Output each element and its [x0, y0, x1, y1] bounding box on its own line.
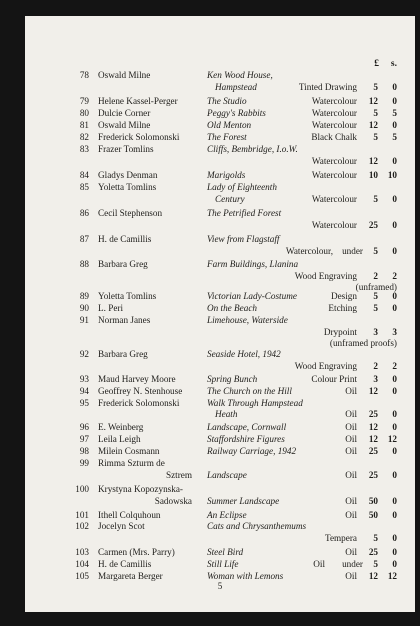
pounds-header: £ — [374, 59, 379, 69]
work-title: Railway Carriage, 1942 — [207, 446, 297, 456]
price-pounds: 5 — [373, 533, 378, 543]
artist-name: Carmen (Mrs. Parry) — [98, 547, 175, 557]
artist-name: Jocelyn Scot — [98, 521, 145, 531]
entry-number: 82 — [79, 132, 89, 142]
artist-name: Barbara Greg — [98, 349, 148, 359]
medium: Tinted Drawing — [298, 82, 357, 92]
medium: Tempera — [324, 533, 357, 543]
price-shillings: 0 — [392, 547, 397, 557]
artist-name: Frederick Solomonski — [98, 132, 180, 142]
medium: Colour Print — [311, 374, 357, 384]
work-title: Landscape — [207, 470, 247, 480]
work-title: Summer Landscape — [207, 496, 280, 506]
artist-name: Oswald Milne — [98, 70, 151, 80]
medium: Oil — [345, 446, 357, 456]
work-title: Staffordshire Figures — [207, 434, 285, 444]
artist-name: Maud Harvey Moore — [98, 374, 176, 384]
entry-number: 98 — [79, 446, 89, 456]
entry-number: 99 — [79, 458, 89, 468]
work-title-continued: Hampstead — [215, 82, 257, 92]
entry-number: 105 — [75, 571, 89, 581]
work-title: Old Menton — [207, 120, 252, 130]
work-title: On the Beach — [207, 303, 258, 313]
medium: Oil — [345, 422, 357, 432]
medium: Oil — [345, 470, 357, 480]
price-pounds: 5 — [373, 132, 378, 142]
work-title: Cliffs, Bembridge, I.o.W. — [207, 144, 298, 154]
price-note: under — [342, 246, 363, 256]
entry-number: 89 — [79, 291, 89, 301]
artist-name: Frazer Tomlins — [98, 144, 154, 154]
price-shillings: 10 — [387, 170, 397, 180]
price-shillings: 0 — [392, 220, 397, 230]
price-pounds: 2 — [373, 361, 378, 371]
entry-number: 103 — [75, 547, 89, 557]
price-shillings: 0 — [392, 96, 397, 106]
medium: Etching — [328, 303, 357, 313]
entry-number: 94 — [79, 386, 89, 396]
artist-name: Yoletta Tomlins — [98, 182, 157, 192]
artist-name-continued: Sadowska — [154, 496, 192, 506]
work-title: The Petrified Forest — [207, 208, 282, 218]
entry-number: 88 — [79, 259, 89, 269]
price-pounds: 12 — [368, 120, 378, 130]
artist-name: H. de Camillis — [98, 559, 152, 569]
entry-number: 78 — [79, 70, 89, 80]
work-title: An Eclipse — [207, 510, 247, 520]
entry-number: 95 — [79, 398, 89, 408]
entry-number: 92 — [79, 349, 89, 359]
medium: Oil — [313, 559, 325, 569]
price-pounds: 3 — [373, 327, 378, 337]
shillings-header: s. — [390, 59, 397, 69]
artist-name: Barbara Greg — [98, 259, 148, 269]
work-title: Marigolds — [207, 170, 246, 180]
medium: Black Chalk — [311, 132, 357, 142]
artist-name: Ithell Colquhoun — [98, 510, 161, 520]
work-title: The Studio — [207, 96, 247, 106]
artist-name: Frederick Solomonski — [98, 398, 180, 408]
price-pounds: 5 — [373, 303, 378, 313]
price-pounds: 25 — [368, 547, 378, 557]
work-title: Still Life — [207, 559, 239, 569]
price-shillings: 2 — [392, 361, 397, 371]
artist-name: Margareta Berger — [98, 571, 163, 581]
entry-number: 97 — [79, 434, 89, 444]
price-shillings: 12 — [387, 571, 397, 581]
entry-number: 81 — [79, 120, 89, 130]
medium: Wood Engraving — [294, 271, 357, 281]
price-pounds: 25 — [368, 470, 378, 480]
entry-number: 91 — [79, 315, 89, 325]
medium: Wood Engraving — [294, 361, 357, 371]
artist-name: Yoletta Tomlins — [98, 291, 157, 301]
work-title: Seaside Hotel, 1942 — [207, 349, 281, 359]
artist-name: Norman Janes — [98, 315, 151, 325]
entry-number: 83 — [79, 144, 89, 154]
price-pounds: 12 — [368, 156, 378, 166]
medium: Watercolour — [311, 120, 357, 130]
price-shillings: 0 — [392, 194, 397, 204]
price-pounds: 50 — [368, 510, 378, 520]
entry-number: 85 — [79, 182, 89, 192]
price-pounds: 2 — [373, 271, 378, 281]
work-title: View from Flagstaff — [207, 234, 280, 244]
entry-number: 96 — [79, 422, 89, 432]
price-shillings: 0 — [392, 422, 397, 432]
entry-number: 87 — [79, 234, 89, 244]
work-title: Walk Through Hampstead — [207, 398, 303, 408]
price-shillings: 3 — [392, 327, 397, 337]
price-pounds: 12 — [368, 422, 378, 432]
entry-number: 79 — [79, 96, 89, 106]
work-title: Spring Bunch — [207, 374, 258, 384]
framing-note: (unframed proofs) — [329, 338, 397, 348]
work-title: Peggy's Rabbits — [207, 108, 266, 118]
artist-name: Krystyna Kopozynska- — [98, 484, 183, 494]
catalogue-page — [25, 16, 415, 612]
artist-name: Dulcie Corner — [98, 108, 151, 118]
price-pounds: 5 — [373, 108, 378, 118]
medium: Watercolour — [311, 156, 357, 166]
entry-number: 100 — [75, 484, 89, 494]
work-title: Lady of Eighteenth — [207, 182, 277, 192]
entry-number: 101 — [75, 510, 89, 520]
artist-name: Gladys Denman — [98, 170, 158, 180]
price-shillings: 0 — [392, 246, 397, 256]
price-shillings: 5 — [392, 132, 397, 142]
entry-number: 86 — [79, 208, 89, 218]
entry-number: 102 — [75, 521, 89, 531]
price-shillings: 0 — [392, 496, 397, 506]
price-shillings: 0 — [392, 470, 397, 480]
entry-number: 84 — [79, 170, 89, 180]
artist-name: H. de Camillis — [98, 234, 152, 244]
price-shillings: 0 — [392, 156, 397, 166]
medium: Oil — [345, 409, 357, 419]
work-title: The Forest — [207, 132, 247, 142]
artist-name: L. Peri — [98, 303, 124, 313]
medium: Watercolour, — [285, 246, 333, 256]
artist-name: Leila Leigh — [98, 434, 141, 444]
medium: Design — [330, 291, 357, 301]
price-shillings: 0 — [392, 386, 397, 396]
price-shillings: 0 — [392, 303, 397, 313]
price-shillings: 0 — [392, 446, 397, 456]
work-title: Landscape, Cornwall — [207, 422, 287, 432]
price-pounds: 5 — [373, 291, 378, 301]
artist-name: Oswald Milne — [98, 120, 151, 130]
artist-name: Geoffrey N. Stenhouse — [98, 386, 183, 396]
price-pounds: 5 — [373, 194, 378, 204]
medium: Oil — [345, 434, 357, 444]
work-title: Farm Buildings, Llanina — [207, 259, 299, 269]
entry-number: 93 — [79, 374, 89, 384]
artist-name: E. Weinberg — [98, 422, 144, 432]
work-title: Woman with Lemons — [207, 571, 284, 581]
medium: Watercolour — [311, 96, 357, 106]
price-pounds: 25 — [368, 220, 378, 230]
framing-note: (unframed) — [355, 282, 397, 292]
price-pounds: 12 — [368, 386, 378, 396]
price-pounds: 12 — [368, 434, 378, 444]
price-pounds: 10 — [368, 170, 378, 180]
price-shillings: 5 — [392, 108, 397, 118]
medium: Watercolour — [311, 170, 357, 180]
entry-number: 80 — [79, 108, 89, 118]
medium: Oil — [345, 386, 357, 396]
medium: Watercolour — [311, 220, 357, 230]
work-title-continued: Heath — [215, 409, 238, 419]
price-pounds: 50 — [368, 496, 378, 506]
price-shillings: 12 — [387, 434, 397, 444]
price-pounds: 5 — [373, 82, 378, 92]
medium: Watercolour — [311, 194, 357, 204]
work-title: Limehouse, Waterside — [207, 315, 288, 325]
work-title: Cats and Chrysanthemums — [207, 521, 307, 531]
price-shillings: 0 — [392, 559, 397, 569]
price-shillings: 0 — [392, 291, 397, 301]
entry-number: 90 — [79, 303, 89, 313]
work-title-continued: Century — [215, 194, 245, 204]
price-shillings: 0 — [392, 510, 397, 520]
price-pounds: 12 — [368, 96, 378, 106]
medium: Oil — [345, 571, 357, 581]
price-pounds: 12 — [368, 571, 378, 581]
medium: Drypoint — [323, 327, 357, 337]
price-pounds: 25 — [368, 446, 378, 456]
work-title: Ken Wood House, — [207, 70, 273, 80]
price-note: under — [342, 559, 363, 569]
medium: Oil — [345, 496, 357, 506]
page-number: 5 — [217, 581, 223, 591]
price-pounds: 25 — [368, 409, 378, 419]
work-title: Victorian Lady-Costume — [207, 291, 297, 301]
medium: Watercolour — [311, 108, 357, 118]
price-shillings: 2 — [392, 271, 397, 281]
artist-name: Cecil Stephenson — [98, 208, 163, 218]
artist-name-continued: Sztrem — [165, 470, 192, 480]
artist-name: Helene Kassel-Perger — [98, 96, 178, 106]
price-shillings: 0 — [392, 82, 397, 92]
medium: Oil — [345, 510, 357, 520]
price-shillings: 0 — [392, 533, 397, 543]
price-pounds: 5 — [373, 559, 378, 569]
price-shillings: 0 — [392, 374, 397, 384]
medium: Oil — [345, 547, 357, 557]
price-pounds: 5 — [373, 246, 378, 256]
artist-name: Rimma Szturm de — [98, 458, 165, 468]
work-title: The Church on the Hill — [207, 386, 292, 396]
price-pounds: 3 — [373, 374, 378, 384]
entry-number: 104 — [75, 559, 89, 569]
price-shillings: 0 — [392, 409, 397, 419]
price-shillings: 0 — [392, 120, 397, 130]
artist-name: Milein Cosmann — [98, 446, 160, 456]
work-title: Steel Bird — [207, 547, 244, 557]
